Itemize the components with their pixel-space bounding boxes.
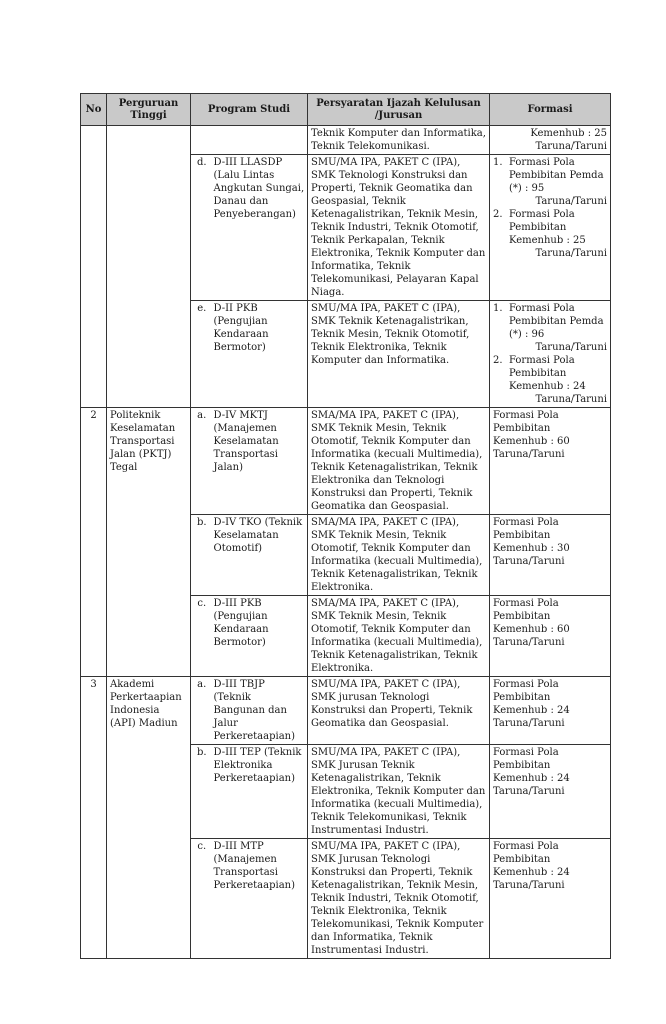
formasi-item-number: 1. bbox=[493, 303, 503, 314]
program-cell: D-III LLASDP (Lalu Lintas Angkutan Sungai, Danau dan Penyeberangan) bbox=[213, 155, 308, 301]
formasi-line: Kemenhub : 25 bbox=[530, 128, 608, 139]
program-cell: D-IV TKO (Teknik Keselamatan Otomotif) bbox=[213, 515, 308, 596]
program-letter: d. bbox=[191, 155, 213, 301]
formasi-item-text: Formasi Pola Pembibitan Kemenhub : 25 bbox=[509, 209, 586, 246]
header-no: No bbox=[81, 94, 107, 126]
formasi-item bbox=[493, 354, 607, 393]
row-perguruan-cell bbox=[107, 126, 191, 408]
formasi-item-number: 2. bbox=[493, 355, 503, 366]
row-no-cell: 2 bbox=[81, 408, 107, 677]
row-perguruan-cell: Akademi Perkertaapian Indonesia (API) Madiun bbox=[107, 677, 191, 959]
formasi-item-end: Taruna/Taruni bbox=[535, 248, 608, 259]
formasi-cell: Formasi Pola Pembibitan Kemenhub : 60 Taruna/Taruni bbox=[490, 596, 611, 677]
formasi-cell: Formasi Pola Pembibitan Kemenhub : 60 Taruna/Taruni bbox=[490, 408, 611, 515]
formasi-item bbox=[493, 208, 607, 247]
program-letter: a. bbox=[191, 408, 213, 515]
formasi-item-text: Formasi Pola Pembibitan Pemda (*) : 95 bbox=[509, 157, 604, 194]
formasi-item-end: Taruna/Taruni bbox=[535, 394, 608, 405]
row-perguruan-cell: Politeknik Keselamatan Transportasi Jalan (PKTJ) Tegal bbox=[107, 408, 191, 677]
requirement-cell: SMA/MA IPA, PAKET C (IPA), SMK Teknik Mesin, Teknik Otomotif, Teknik Komputer dan Informatika (kecuali Multimedia), Teknik Ketenagalistrikan, Teknik Elektronika dan Teknologi Konstruksi dan Properti, Teknik Geomatika dan Geospasial. bbox=[308, 408, 490, 515]
formasi-item-end: Taruna/Taruni bbox=[535, 342, 608, 353]
program-cell: D-III MTP (Manajemen Transportasi Perkeretaapian) bbox=[213, 839, 308, 959]
requirement-cell: SMU/MA IPA, PAKET C (IPA), SMK Teknik Ketenagalistrikan, Teknik Mesin, Teknik Otomotif, Teknik Elektronika, Teknik Komputer dan Informatika. bbox=[308, 301, 490, 408]
requirement-cell: SMA/MA IPA, PAKET C (IPA), SMK Teknik Mesin, Teknik Otomotif, Teknik Komputer dan Informatika (kecuali Multimedia), Teknik Ketenagalistrikan, Teknik Elektronika. bbox=[308, 515, 490, 596]
program-cell: D-II PKB (Pengujian Kendaraan Bermotor) bbox=[213, 301, 308, 408]
header-program-studi: Program Studi bbox=[191, 94, 308, 126]
program-letter: b. bbox=[191, 515, 213, 596]
formasi-cell bbox=[490, 301, 611, 408]
row-no-cell: 3 bbox=[81, 677, 107, 959]
formasi-cell: Formasi Pola Pembibitan Kemenhub : 30 Taruna/Taruni bbox=[490, 515, 611, 596]
formasi-item-number: 1. bbox=[493, 157, 503, 168]
table-row bbox=[81, 126, 611, 155]
program-letter: a. bbox=[191, 677, 213, 745]
program-cell: D-III TEP (Teknik Elektronika Perkeretaapian) bbox=[213, 745, 308, 839]
table-row bbox=[81, 677, 611, 745]
formasi-cell: Formasi Pola Pembibitan Kemenhub : 24 Taruna/Taruni bbox=[490, 839, 611, 959]
table-row bbox=[81, 408, 611, 515]
formasi-cell bbox=[490, 126, 611, 155]
requirement-cell: Teknik Komputer dan Informatika, Teknik Telekomunikasi. bbox=[308, 126, 490, 155]
requirement-cell: SMU/MA IPA, PAKET C (IPA), SMK Jurusan Teknologi Konstruksi dan Properti, Teknik Ketenagalistrikan, Teknik Mesin, Teknik Industri, Teknik Otomotif, Teknik Elektronika, Teknik Telekomunikasi, Teknik Komputer dan Informatika, Teknik Instrumentasi Industri. bbox=[308, 839, 490, 959]
program-letter: c. bbox=[191, 596, 213, 677]
header-persyaratan: Persyaratan Ijazah Kelulusan /Jurusan bbox=[308, 94, 490, 126]
program-letter: e. bbox=[191, 301, 213, 408]
formasi-item-text: Formasi Pola Pembibitan Pemda (*) : 96 bbox=[509, 303, 604, 340]
program-cell: D-III PKB (Pengujian Kendaraan Bermotor) bbox=[213, 596, 308, 677]
program-cell: D-IV MKTJ (Manajemen Keselamatan Transportasi Jalan) bbox=[213, 408, 308, 515]
formasi-line: Taruna/Taruni bbox=[535, 141, 608, 152]
formasi-item-end: Taruna/Taruni bbox=[535, 196, 608, 207]
formasi-item-number: 2. bbox=[493, 209, 503, 220]
formasi-item bbox=[493, 302, 607, 341]
program-cell bbox=[213, 126, 308, 155]
formasi-cell: Formasi Pola Pembibitan Kemenhub : 24 Taruna/Taruni bbox=[490, 677, 611, 745]
table-header-row bbox=[81, 94, 611, 126]
program-cell: D-III TBJP (Teknik Bangunan dan Jalur Perkeretaapian) bbox=[213, 677, 308, 745]
requirement-cell: SMU/MA IPA, PAKET C (IPA), SMK jurusan Teknologi Konstruksi dan Properti, Teknik Geomatika dan Geospasial. bbox=[308, 677, 490, 745]
requirement-cell: SMU/MA IPA, PAKET C (IPA), SMK Jurusan Teknik Ketenagalistrikan, Teknik Elektronika, Teknik Komputer dan Informatika (kecuali Multimedia), Teknik Telekomunikasi, Teknik Instrumentasi Industri. bbox=[308, 745, 490, 839]
header-formasi: Formasi bbox=[490, 94, 611, 126]
requirements-table bbox=[80, 93, 611, 959]
formasi-item-text: Formasi Pola Pembibitan Kemenhub : 24 bbox=[509, 355, 586, 392]
program-letter: c. bbox=[191, 839, 213, 959]
formasi-cell bbox=[490, 155, 611, 301]
requirement-cell: SMU/MA IPA, PAKET C (IPA), SMK Teknologi Konstruksi dan Properti, Teknik Geomatika dan Geospasial, Teknik Ketenagalistrikan, Teknik Mesin, Teknik Industri, Teknik Otomotif, Teknik Perkapalan, Teknik Elektronika, Teknik Komputer dan Informatika, Teknik Telekomunikasi, Pelayaran Kapal Niaga. bbox=[308, 155, 490, 301]
formasi-cell: Formasi Pola Pembibitan Kemenhub : 24 Taruna/Taruni bbox=[490, 745, 611, 839]
row-no-cell bbox=[81, 126, 107, 408]
requirement-cell: SMA/MA IPA, PAKET C (IPA), SMK Teknik Mesin, Teknik Otomotif, Teknik Komputer dan Informatika (kecuali Multimedia), Teknik Ketenagalistrikan, Teknik Elektronika. bbox=[308, 596, 490, 677]
program-letter: b. bbox=[191, 745, 213, 839]
program-letter bbox=[191, 126, 213, 155]
header-perguruan-tinggi: Perguruan Tinggi bbox=[107, 94, 191, 126]
formasi-item bbox=[493, 156, 607, 195]
